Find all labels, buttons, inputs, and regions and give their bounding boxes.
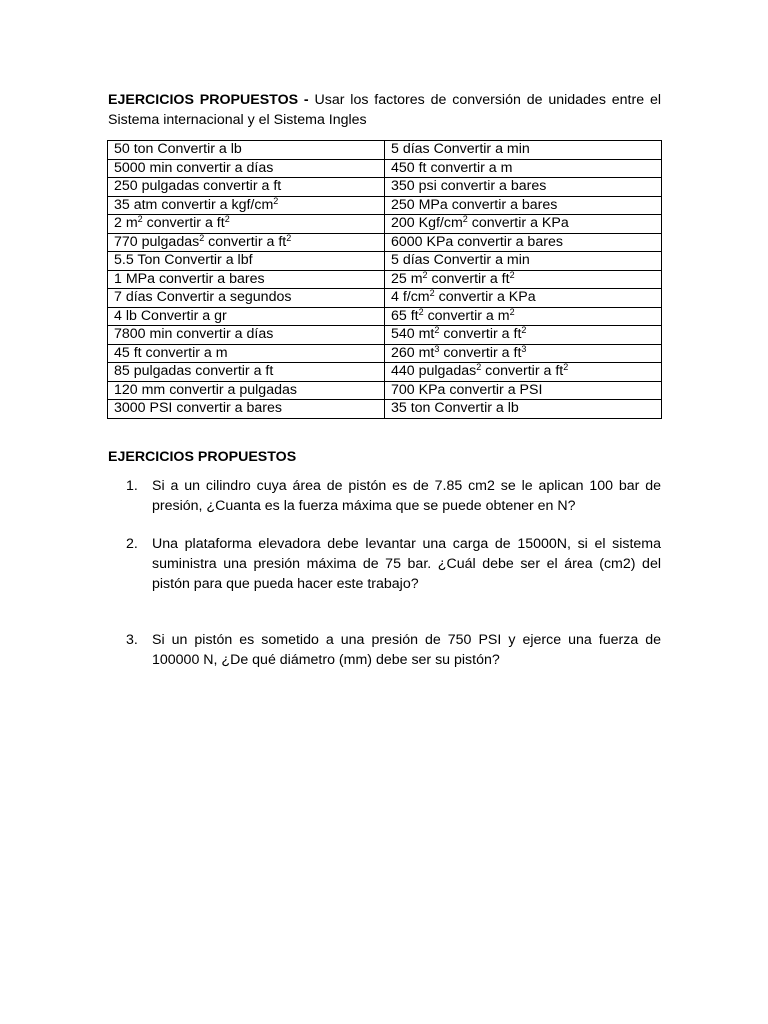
cell-exponent: 3 [521,343,527,354]
exercise-text: Si un pistón es sometido a una presión de 750 PSI y ejerce una fuerza de 100000 N, ¿De qué diámetro (mm) debe ser su pistón? [152,632,661,668]
cell-text: convertir a ft [204,233,287,250]
exercise-text: Una plataforma elevadora debe levantar una carga de 15000N, si el sistema suministra una presión máxima de 75 bar. ¿Cuál debe ser el área (cm2) del pistón para que pueda hacer este trabajo? [152,536,661,592]
table-cell-right [385,196,662,215]
cell-exponent: 2 [224,214,230,225]
table-cell-left [108,363,385,382]
cell-exponent: 2 [286,232,292,243]
table-row [108,215,662,234]
cell-text: convertir a KPa [434,289,536,306]
table-cell-left [108,400,385,419]
cell-exponent: 2 [199,232,205,243]
table-cell-left [108,252,385,271]
cell-exponent: 2 [521,325,527,336]
intro-heading: EJERCICIOS PROPUESTOS - [108,92,309,108]
cell-exponent: 2 [462,214,468,225]
table-cell-right [385,363,662,382]
cell-exponent: 2 [509,269,515,280]
cell-text: 65 ft [391,307,419,324]
table-row [108,307,662,326]
cell-text: convertir a ft [427,270,510,287]
cell-text: 45 ft convertir a m [114,344,228,361]
exercise-text: Si a un cilindro cuya área de pistón es de 7.85 cm2 se le aplican 100 bar de presión, ¿Cuanta es la fuerza máxima que se puede obtener en N? [152,478,661,514]
table-row [108,400,662,419]
table-cell-left [108,270,385,289]
table-cell-right [385,141,662,160]
cell-text: 4 lb Convertir a gr [114,307,227,324]
cell-text: 4 f/cm [391,289,430,306]
cell-text: 200 Kgf/cm [391,215,463,232]
cell-text: 5000 min convertir a días [114,159,274,176]
exercise-number: 2. [126,536,138,552]
cell-text: 700 KPa convertir a PSI [391,381,543,398]
cell-text: 7 días Convertir a segundos [114,289,292,306]
table-cell-right [385,159,662,178]
cell-text: convertir a m [423,307,510,324]
cell-text: 5.5 Ton Convertir a lbf [114,252,253,269]
cell-exponent: 2 [434,325,440,336]
cell-text: 5 días Convertir a min [391,252,530,269]
cell-text: 6000 KPa convertir a bares [391,233,563,250]
cell-text: 50 ton Convertir a lb [114,141,242,158]
cell-text: 35 atm convertir a kgf/cm [114,196,274,213]
table-cell-right [385,326,662,345]
table-cell-left [108,215,385,234]
table-cell-left [108,381,385,400]
table-cell-right [385,344,662,363]
cell-exponent: 2 [137,214,143,225]
cell-exponent: 2 [273,195,279,206]
cell-text: 540 mt [391,326,435,343]
table-row [108,270,662,289]
cell-exponent: 2 [563,362,569,373]
cell-text: 7800 min convertir a días [114,326,274,343]
cell-text: 25 m [391,270,423,287]
table-row [108,252,662,271]
section-heading: EJERCICIOS PROPUESTOS [108,449,297,465]
table-cell-right [385,307,662,326]
cell-text: 2 m [114,215,138,232]
table-cell-left [108,344,385,363]
cell-text: 3000 PSI convertir a bares [114,400,282,417]
cell-text: 450 ft convertir a m [391,159,513,176]
conversion-table-body [108,141,662,419]
cell-exponent: 2 [476,362,482,373]
table-cell-left [108,326,385,345]
table-row [108,159,662,178]
cell-text: 350 psi convertir a bares [391,178,547,195]
table-row [108,178,662,197]
cell-exponent: 2 [509,306,515,317]
cell-exponent: 2 [422,269,428,280]
table-cell-left [108,289,385,308]
cell-exponent: 2 [429,288,435,299]
cell-text: 260 mt [391,344,435,361]
table-row [108,326,662,345]
table-cell-right [385,270,662,289]
table-row [108,381,662,400]
table-cell-right [385,252,662,271]
intro-paragraph [108,90,661,130]
conversion-table [107,140,662,419]
table-cell-right [385,400,662,419]
cell-text: convertir a ft [439,326,522,343]
table-row [108,141,662,160]
table-cell-right [385,233,662,252]
table-row [108,233,662,252]
table-cell-right [385,178,662,197]
cell-text: 85 pulgadas convertir a ft [114,363,274,380]
table-cell-left [108,178,385,197]
table-row [108,196,662,215]
table-row [108,363,662,382]
table-cell-right [385,215,662,234]
cell-text: 1 MPa convertir a bares [114,270,265,287]
cell-text: 120 mm convertir a pulgadas [114,381,297,398]
cell-text: convertir a ft [142,215,225,232]
table-row [108,289,662,308]
intro-text: Usar los factores de conversión de unidades entre el Sistema internacional y el Sistema Ingles [108,92,661,128]
cell-exponent: 3 [434,343,440,354]
table-cell-right [385,289,662,308]
cell-text: 35 ton Convertir a lb [391,400,519,417]
table-cell-left [108,233,385,252]
cell-text: 770 pulgadas [114,233,200,250]
cell-text: 250 MPa convertir a bares [391,196,558,213]
cell-text: convertir a ft [481,363,564,380]
exercise-number: 3. [126,632,138,648]
table-cell-left [108,307,385,326]
exercise-number: 1. [126,478,138,494]
cell-exponent: 2 [418,306,424,317]
table-cell-left [108,196,385,215]
table-row [108,344,662,363]
cell-text: convertir a KPa [467,215,569,232]
table-cell-left [108,159,385,178]
cell-text: convertir a ft [439,344,522,361]
table-cell-left [108,141,385,160]
cell-text: 5 días Convertir a min [391,141,530,158]
table-cell-right [385,381,662,400]
cell-text: 440 pulgadas [391,363,477,380]
cell-text: 250 pulgadas convertir a ft [114,178,282,195]
